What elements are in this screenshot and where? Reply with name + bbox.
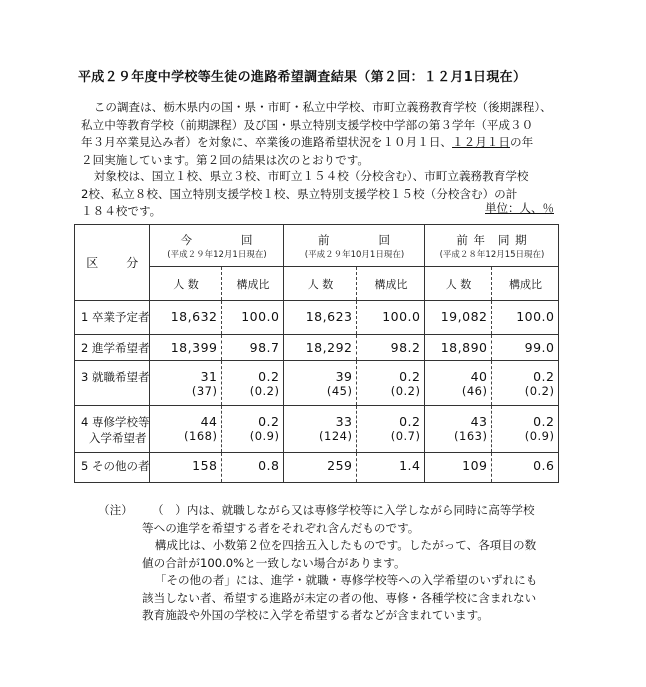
cell-value: 0.2 <box>533 369 555 384</box>
category-header <box>75 225 150 301</box>
col-header-count: 人 数 <box>425 267 492 301</box>
cell-value: 0.6 <box>533 458 555 473</box>
cell-ratio <box>222 301 284 335</box>
cell-count <box>284 301 357 335</box>
cell-count <box>425 335 492 361</box>
cell-subvalue: (0.9) <box>524 429 555 443</box>
row-label <box>75 301 150 335</box>
cell-subvalue: (0.9) <box>249 429 280 443</box>
cell-ratio <box>357 361 425 406</box>
cell-count <box>150 361 222 406</box>
table-row <box>75 453 559 483</box>
cell-subvalue: (124) <box>319 429 353 443</box>
cell-value: 19,082 <box>440 309 488 324</box>
group-previous-label-a: 前 <box>317 232 331 247</box>
cell-value: 0.2 <box>533 414 555 429</box>
cell-value: 1.4 <box>399 458 421 473</box>
group-lastyear-label-b: 同 期 <box>497 232 528 247</box>
cell-subvalue: (0.2) <box>390 384 421 398</box>
note-3a: 「その他の者」には、進学・就職・専修学校等への入学希望のいずれにも <box>154 573 538 587</box>
cell-count <box>150 301 222 335</box>
cell-count <box>150 453 222 483</box>
cell-ratio <box>222 406 284 453</box>
group-lastyear-date: (平成２８年12月15日現在) <box>439 249 545 260</box>
cell-ratio <box>492 361 559 406</box>
cell-count <box>284 361 357 406</box>
cell-value: 44 <box>200 414 218 429</box>
note-3c: 教育施設や外国の学校に入学を希望する者などが含まれています。 <box>142 608 489 622</box>
cell-ratio <box>222 361 284 406</box>
cell-value: 0.8 <box>258 458 280 473</box>
row-label <box>75 406 150 453</box>
row-label-text-2: 入学希望者 <box>88 431 147 445</box>
cell-value: 99.0 <box>524 340 555 355</box>
note-2b: 値の合計が100.0%と一致しない場合があります。 <box>142 555 406 570</box>
row-label-text: 5 その他の者 <box>81 459 150 473</box>
group-header-last-year <box>425 225 559 267</box>
category-header-a: 区 <box>86 256 99 270</box>
cell-ratio <box>357 335 425 361</box>
cell-value: 109 <box>462 458 488 473</box>
cell-ratio <box>357 453 425 483</box>
row-label-text: 1 卒業予定者 <box>81 310 150 324</box>
cell-value: 18,623 <box>305 309 353 324</box>
group-header-current <box>150 225 284 267</box>
intro-line-3b: の年 <box>510 135 534 149</box>
results-table <box>74 224 559 483</box>
cell-value: 100.0 <box>382 309 421 324</box>
group-current-date: (平成２９年12月1日現在) <box>167 249 267 260</box>
target-line-1: 対象校は、国立１校、県立３校、市町立１５４校（分校含む）、市町立義務教育学校 <box>93 169 529 183</box>
unit-label: 単位：人、％ <box>485 201 554 215</box>
cell-subvalue: (0.7) <box>390 429 421 443</box>
row-label <box>75 453 150 483</box>
target-line-3: １８４校です。 <box>81 204 162 218</box>
col-header-ratio: 構成比 <box>357 267 425 301</box>
cell-value: 0.2 <box>399 369 421 384</box>
intro-line-1: この調査は、栃木県内の国・県・市町・私立中学校、市町立義務教育学校（後期課程）、 <box>93 100 552 114</box>
cell-value: 31 <box>200 369 218 384</box>
cell-value: 100.0 <box>241 309 280 324</box>
cell-count <box>425 406 492 453</box>
intro-line-2: 私立中等教育学校（前期課程）及び国・県立特別支援学校中学部の第３学年（平成３０ <box>81 117 534 132</box>
cell-count <box>150 335 222 361</box>
intro-line-3 <box>81 134 581 152</box>
cell-ratio <box>222 335 284 361</box>
cell-value: 98.2 <box>390 340 421 355</box>
note-1b: 等への進学を希望する者をそれぞれ含んだものです。 <box>142 520 420 535</box>
cell-value: 100.0 <box>516 309 555 324</box>
cell-value: 0.2 <box>258 414 280 429</box>
cell-ratio <box>357 301 425 335</box>
cell-ratio <box>492 453 559 483</box>
group-header-previous <box>284 225 425 267</box>
intro-paragraph <box>81 99 581 169</box>
col-header-count: 人 数 <box>150 267 222 301</box>
cell-value: 18,890 <box>440 340 488 355</box>
cell-value: 43 <box>470 414 488 429</box>
cell-value: 259 <box>327 458 353 473</box>
intro-line-4: ２回実施しています。第２回の結果は次のとおりです。 <box>81 152 369 167</box>
table-row <box>75 406 559 453</box>
table-row <box>75 335 559 361</box>
cell-subvalue: (37) <box>191 384 218 398</box>
cell-ratio <box>492 301 559 335</box>
note-2a: 構成比は、小数第２位を四捨五入したものです。したがって、各項目の数 <box>154 538 537 552</box>
intro-line-3a: 年３月卒業見込み者）を対象に、卒業後の進路希望状況を１０月１日、 <box>81 135 453 149</box>
group-previous-label-b: 回 <box>378 232 391 247</box>
cell-subvalue: (0.2) <box>524 384 555 398</box>
category-header-b: 分 <box>126 256 139 270</box>
notes-section <box>98 502 598 625</box>
group-current-label-a: 今 <box>180 232 193 247</box>
cell-count <box>425 301 492 335</box>
note-1a: （ ）内は、就職しながら又は専修学校等に入学しながら同時に高等学校 <box>152 503 535 517</box>
cell-count <box>150 406 222 453</box>
cell-subvalue: (163) <box>454 429 488 443</box>
cell-value: 0.2 <box>399 414 421 429</box>
notes-label: （注） <box>98 503 133 517</box>
col-header-count: 人 数 <box>284 267 357 301</box>
row-label <box>75 335 150 361</box>
cell-ratio <box>492 406 559 453</box>
cell-subvalue: (168) <box>184 429 218 443</box>
col-header-ratio: 構成比 <box>222 267 284 301</box>
cell-value: 18,399 <box>170 340 218 355</box>
cell-ratio <box>357 406 425 453</box>
cell-value: 18,632 <box>170 309 218 324</box>
cell-ratio <box>492 335 559 361</box>
group-lastyear-label-a: 前 年 <box>456 232 486 247</box>
cell-subvalue: (46) <box>461 384 488 398</box>
cell-value: 98.7 <box>249 340 280 355</box>
intro-date-underlined: １２月１日 <box>452 135 510 149</box>
row-label-text: 2 進学希望者 <box>81 341 150 355</box>
row-label <box>75 361 150 406</box>
cell-value: 40 <box>470 369 488 384</box>
target-line-2: 2校、私立８校、国立特別支援学校１校、県立特別支援学校１５校（分校含む）の計 <box>81 186 518 201</box>
cell-value: 18,292 <box>305 340 353 355</box>
row-label-text: 3 就職希望者 <box>81 370 150 384</box>
cell-value: 158 <box>192 458 218 473</box>
cell-count <box>284 335 357 361</box>
table-row <box>75 301 559 335</box>
cell-subvalue: (0.2) <box>249 384 280 398</box>
group-current-label-b: 回 <box>240 232 254 247</box>
header-row-groups <box>75 225 559 267</box>
cell-count <box>425 361 492 406</box>
cell-value: 39 <box>335 369 353 384</box>
cell-value: 0.2 <box>258 369 280 384</box>
col-header-ratio: 構成比 <box>492 267 559 301</box>
page-title: 平成２９年度中学校等生徒の進路希望調査結果（第２回：１２月1日現在） <box>78 70 527 85</box>
table-row <box>75 361 559 406</box>
cell-count <box>284 406 357 453</box>
cell-count <box>284 453 357 483</box>
cell-ratio <box>222 453 284 483</box>
cell-value: 33 <box>335 414 353 429</box>
cell-count <box>425 453 492 483</box>
note-3b: 該当しない者、希望する進路が未定の者の他、専修・各種学校に含まれない <box>142 590 537 605</box>
cell-subvalue: (45) <box>326 384 353 398</box>
row-label-text: 4 専修学校等 <box>81 415 150 429</box>
group-previous-date: (平成２９年10月1日現在) <box>304 249 405 260</box>
